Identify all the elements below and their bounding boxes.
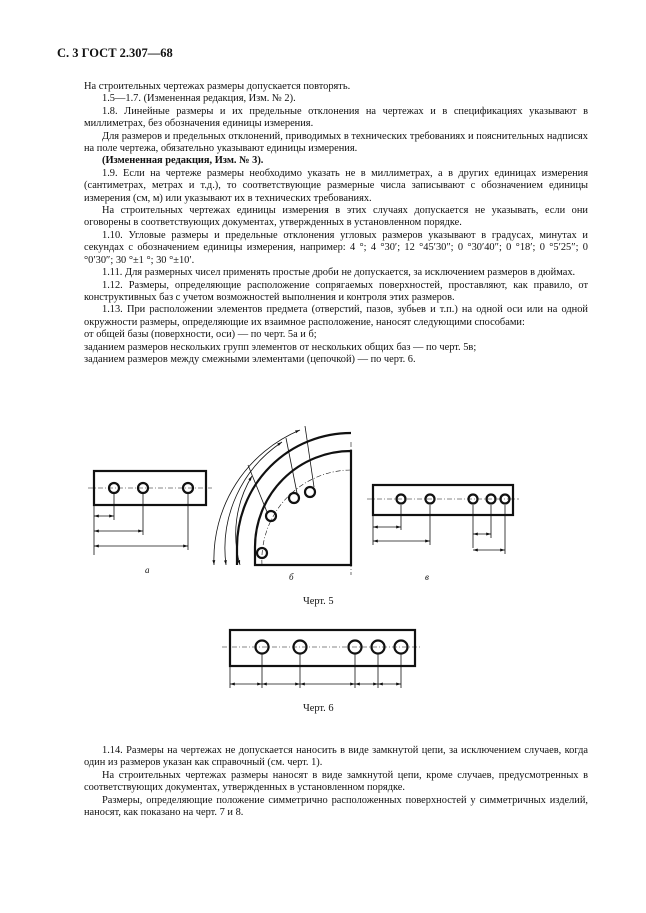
paragraph: На строительных чертежах размеры наносят в виде замкнутой цепи, кроме случаев, предусмотренных в соответствующих документах, утвержденных в установленном порядке.	[84, 769, 588, 794]
hole-circle	[266, 511, 276, 521]
figure-label-a: а	[145, 565, 150, 575]
figure-6-caption: Черт. 6	[303, 703, 334, 714]
paragraph: 1.12. Размеры, определяющие расположение сопрягаемых поверхностей, проставляют, как правило, от конструктивных баз с учетом возможностей выполнения и контроля этих размеров.	[84, 279, 588, 303]
paragraph: На строительных чертежах размеры допускается повторять.	[84, 81, 351, 92]
figure-label-c: в	[425, 572, 429, 582]
paragraph: 1.10. Угловые размеры и предельные отклонения угловых размеров указывают в градусах, минутах и секундах с обозначением единицы измерения, например: 4 °; 4 °30′; 12 °45′30″; 0 °30′40″; 0 °18′; 0 °5′25″; 0 °0′30″; 30 °±1 °; 30 °±10′.	[84, 229, 588, 266]
hole-circle	[305, 487, 315, 497]
paragraph: 1.13. При расположении элементов предмета (отверстий, пазов, зубьев и т.п.) на одной оси или на одной окружности размеры, определяющие их взаимное расположение, наносят следующими способами:	[84, 304, 588, 328]
figure-5-caption: Черт. 5	[303, 596, 334, 607]
paragraph: заданием размеров между смежными элементами (цепочкой) — по черт. 6.	[84, 353, 416, 365]
paragraph: 1.11. Для размерных чисел применять простые дроби не допускается, за исключением размеров в дюймах.	[102, 267, 576, 279]
paragraph: заданием размеров нескольких групп элементов от нескольких общих баз — по черт. 5в;	[84, 341, 477, 353]
paragraph: На строительных чертежах единицы измерения в этих случаях допускается не указывать, если они оговорены в соответствующих документах, утвержденных в установленном порядке.	[84, 205, 588, 229]
figure-5a	[88, 471, 212, 555]
figure-5c	[367, 485, 519, 554]
text-block-2	[84, 745, 588, 819]
paragraph: Для размеров и предельных отклонений, приводимых в технических требованиях и пояснительных надписях на поле чертежа, обязательно указывают единицы измерения.	[84, 130, 588, 155]
paragraph: Размеры, определяющие положение симметрично расположенных поверхностей у симметричных изделий, наносят, как показано на черт. 7 и 8.	[84, 794, 588, 819]
paragraph: от общей базы (поверхности, оси) — по черт. 5а и б;	[84, 329, 317, 341]
paragraph: 1.14. Размеры на чертежах не допускается наносить в виде замкнутой цепи, за исключением случаев, когда один из размеров указан как справочный (см. черт. 1).	[84, 745, 588, 769]
paragraph: 1.9. Если на чертеже размеры необходимо указать не в миллиметрах, а в других единицах измерения (сантиметрах, метрах и т.д.), то соответствующие размерные числа записывают с обозначением единицы измерения (см, м) или указывают их в технических требованиях.	[84, 167, 588, 204]
paragraph: (Измененная редакция, Изм. № 3).	[102, 155, 264, 167]
paragraph: 1.5—1.7. (Измененная редакция, Изм. № 2).	[102, 93, 296, 105]
paragraph: 1.8. Линейные размеры и их предельные отклонения на чертежах и в спецификациях указывают в миллиметрах, без обозначения единицы измерения.	[84, 105, 588, 130]
figure-6	[222, 630, 422, 688]
page-header: С. 3 ГОСТ 2.307—68	[57, 46, 173, 60]
figure-label-b: б	[289, 572, 294, 582]
hole-circle	[289, 493, 299, 503]
figure-5b	[214, 426, 351, 575]
